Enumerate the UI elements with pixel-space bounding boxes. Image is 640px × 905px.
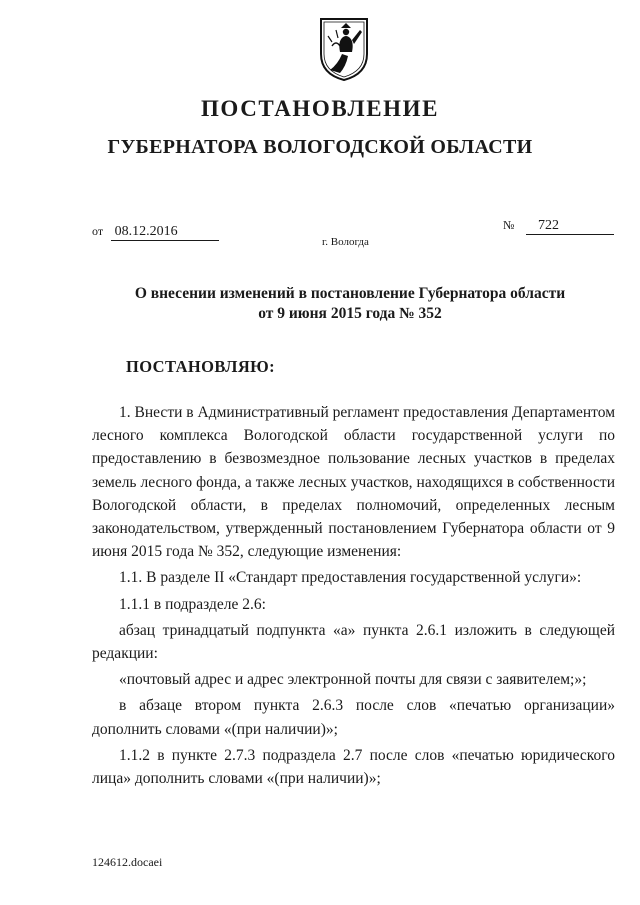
paragraph-1: 1. Внести в Административный регламент предоставления Департаментом лесного комплекса Вологодской области государственной услуги по предоставлению в безвозмездное пользование лесных участков в пределах земель лесного фонда, а также лесных участков, находящихся в собственности Вологодской области, в пределах полномочий, определенных лесным законодательством, утвержденный постановлением Губернатора области от 9 июня 2015 года № 352, следующие изменения: [92,404,615,561]
document-type-title: ПОСТАНОВЛЕНИЕ [200,96,440,121]
document-file-id: 124612.docaei [92,855,163,869]
document-subject [0,284,640,324]
decree-heading: ПОСТАНОВЛЯЮ: [126,357,276,376]
date-prefix: от [92,224,104,238]
number-line [503,218,614,235]
document-body [92,401,615,790]
paragraph-3: 1.1.1 в подразделе 2.6: [119,595,266,613]
document-number: 722 [526,218,614,235]
city-label: г. Вологда [322,236,369,248]
subject-line-1: О внесении изменений в постановление Губернатора области [134,285,566,302]
number-prefix: № [503,218,515,232]
paragraph-2: 1.1. В разделе II «Стандарт предоставления государственной услуги»: [119,569,582,587]
issuer-title: ГУБЕРНАТОРА ВОЛОГОДСКОЙ ОБЛАСТИ [107,136,533,158]
document-date: 08.12.2016 [111,224,219,241]
paragraph-5: «почтовый адрес и адрес электронной почты для связи с заявителем;»; [119,671,587,689]
paragraph-6: в абзаце втором пункта 2.6.3 после слов «печатью организации» дополнить словами «(при наличии)»; [92,697,615,738]
paragraph-4: абзац тринадцатый подпункта «а» пункта 2.6.1 изложить в следующей редакции: [92,621,615,663]
subject-line-2: от 9 июня 2015 года № 352 [258,305,442,322]
date-line [92,224,219,241]
coat-of-arms-icon [318,16,370,82]
paragraph-7: 1.1.2 в пункте 2.7.3 подраздела 2.7 после слов «печатью юридического лица» дополнить словами «(при наличии)»; [92,746,615,788]
